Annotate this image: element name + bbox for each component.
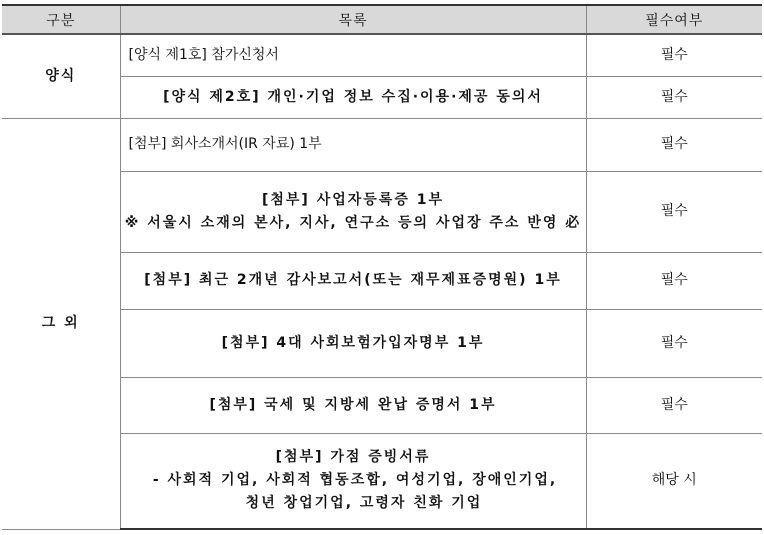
header-required: 필수여부 [586, 5, 762, 34]
row-item: [양식 제1호] 참가신청서 [120, 34, 586, 76]
row-item: [첨부] 회사소개서(IR 자료) 1부 [120, 118, 586, 171]
row-note: - 사회적 기업, 사회적 협동조합, 여성기업, 장애인기업, [152, 472, 558, 489]
row-item: [첨부] 가점 증빙서류 [275, 449, 431, 466]
table-row [2, 118, 762, 171]
group-label-form: 양식 [2, 34, 120, 118]
row-required: 필수 [586, 309, 762, 377]
row-required: 해당 시 [586, 433, 762, 529]
row-required: 필수 [586, 34, 762, 76]
group-label-other: 그 외 [2, 118, 120, 529]
row-item-cell [120, 433, 586, 529]
table-header-row [2, 5, 762, 34]
row-required: 필수 [586, 118, 762, 171]
row-required: 필수 [586, 76, 762, 118]
row-item: [첨부] 최근 2개년 감사보고서(또는 재무제표증명원) 1부 [120, 252, 586, 309]
header-list: 목록 [120, 5, 586, 34]
table-row [2, 34, 762, 76]
row-required: 필수 [586, 377, 762, 433]
row-note: ※ 서울시 소재의 본사, 지사, 연구소 등의 사업장 주소 반영 必 [124, 214, 582, 231]
row-item-cell [120, 171, 586, 252]
row-item: [첨부] 사업자등록증 1부 [261, 191, 444, 208]
row-item: [첨부] 4대 사회보험가입자명부 1부 [120, 309, 586, 377]
row-item: [첨부] 국세 및 지방세 완납 증명서 1부 [120, 377, 586, 433]
row-required: 필수 [586, 171, 762, 252]
row-item: [양식 제2호] 개인·기업 정보 수집·이용·제공 동의서 [120, 76, 586, 118]
header-category: 구분 [2, 5, 120, 34]
submission-documents-table [2, 4, 762, 530]
row-required: 필수 [586, 252, 762, 309]
row-note-continued: 청년 창업기업, 고령자 친화 기업 [245, 495, 483, 512]
